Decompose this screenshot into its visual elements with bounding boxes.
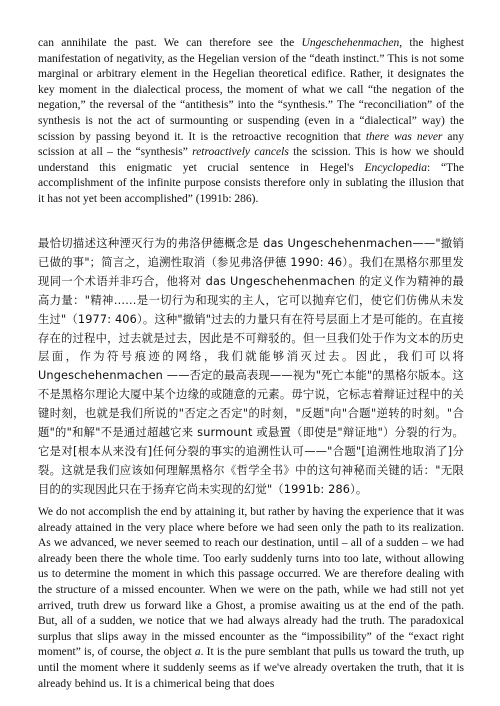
italic-term: retroactively cancels: [192, 146, 289, 159]
italic-term: Encyclopedia: [364, 161, 428, 174]
text-run: any scission at all – the “synthesis”: [38, 130, 464, 159]
text-run: can annihilate the past. We can therefore see the: [38, 37, 302, 49]
italic-term: there was never: [365, 130, 443, 143]
text-run: : “The accomplishment of the infinite purpose consists therefore only in sublating the illusion that it has not yet been accomplished” (1991b: 286).: [38, 161, 464, 205]
text-run: the scission. This is how we should understand this enigmatic yet crucial sentence in Hegel's: [38, 146, 464, 174]
italic-term: a: [194, 646, 201, 659]
paragraph-english-1: [38, 36, 464, 208]
text-run: , the highest manifestation of negativity, as the Hegelian version of the “death instinct.” This is not some marginal or arbitrary element in the Hegelian theoretical edifice. Rather, it designates the key moment in the dialectical process, the moment of what we call “the negation of the negation,” the reversal of the “antithesis” into the “synthesis.” The “reconciliation” of the synthesis is not the act of surmounting or suspending (even in a “dialectical” way) the scission by passing beyond it. It is the retroactive recognition that: [38, 37, 464, 143]
text-run: . It is the pure semblant that pulls us toward the truth, up until the moment where it suddenly seems as if we've already overtaken the truth, that it is already behind us. It is a chimerical being that does: [38, 646, 464, 690]
italic-term: Ungeschehenmachen: [301, 37, 400, 49]
paragraph-english-2: [38, 505, 464, 692]
text-run: 最恰切描述这种湮灭行为的弗洛伊德概念是 das Ungeschehenmachen——"撤销已做的事"；简言之，追溯性取消（参见弗洛伊德 1990: 46）。我们在黑格尔那里发现同一个术语并非巧合，他将对 das Ungeschehenmachen 的定义作为精神的最高力量："精神……是一切行为和现实的主人，它可以抛弃它们，使它们仿佛从未发生过"（1977: 406）。这种"撤销"过去的力量只有在符号层面上才是可能的。在直接存在的过程中，过去就是过去，因此是不可辩驳的。但一旦我们处于作为文本的历史层面，作为符号痕迹的网络，我们就能够消灭过去。因此，我们可以将 Ungeschehenmachen ——否定的最高表现——视为"死亡本能"的黑格尔版本。这不是黑格尔理论大厦中某个边缘的或随意的元素。毋宁说，它标志着辩证过程中的关键时刻，也就是我们所说的"否定之否定"的时刻，"反题"向"合题"逆转的时刻。"合题"的"和解"不是通过超越它来 surmount 或悬置（即使是"辩证地"）分裂的行为。它是对[根本从来没有]任何分裂的事实的追溯性认可——"合题"[追溯性地取消了]分裂。这就是我们应该如何理解黑格尔《哲学全书》中的这句神秘而关键的话："无限目的的实现因此只在于扬弃它尚未实现的幻觉"（1991b: 286）。: [38, 237, 464, 496]
paragraph-chinese: [38, 235, 464, 500]
text-run: We do not accomplish the end by attaining it, but rather by having the experience that it was already attained in the very place where before we had seen only the path to its realization. As we advanced, we never seemed to reach our destination, until – all of a sudden – we had already been there the whole time. Too early suddenly turns into too late, without allowing us to determine the moment in which this passage occurred. We are therefore dealing with the structure of a missed encounter. When we were on the path, while we had still not yet arrived, truth drew us forward like a Ghost, a promise awaiting us at the end of the path. But, all of a sudden, we notice that we had always already had the truth. The paradoxical surplus that slips away in the missed encounter as the “impossibility” of the “exact right moment” is, of course, the object: [38, 506, 464, 659]
